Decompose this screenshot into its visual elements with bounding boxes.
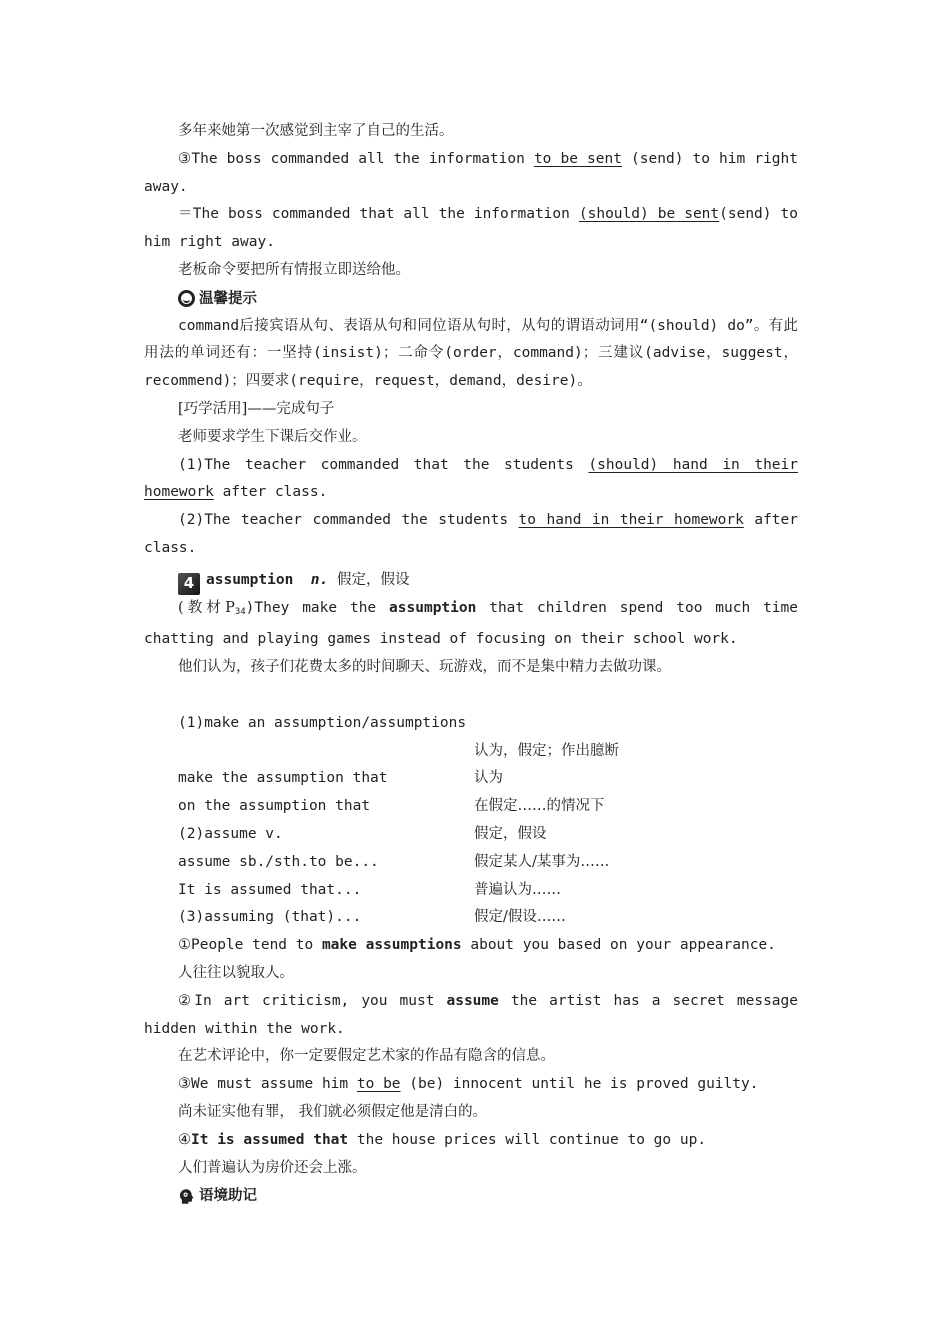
usage-row: 认为，假定；作出臆断 [474,742,619,759]
example-sentence: ③The boss commanded all the information to be sent (send) to him right away. [144,150,798,195]
practice-sentence: (1)The teacher commanded that the students (should) hand in their homework after class. [144,456,798,501]
textbook-translation: 他们认为，孩子们花费太多的时间聊天、玩游戏，而不是集中精力去做功课。 [178,659,671,676]
example-sentence: ②In art criticism, you must assume the artist has a secret message hidden within the work. [144,992,799,1037]
smiley-icon [178,290,195,307]
answer-blank: (should) hand in their homework [144,456,798,501]
translation-line: 人们普遍认为房价还会上涨。 [178,1159,367,1176]
translation-line: 多年来她第一次感觉到主宰了自己的生活。 [178,123,454,139]
textbook-sentence: (教材$P_{34})They$ make the assumption that children spend too much time chatting and playing games instead of focusing on their school work. [144,599,798,648]
usage-row: It is assumed that... 普遍认为…… [178,881,561,898]
answer-blank: to be sent [533,150,622,167]
part-of-speech: n. [310,571,329,588]
usage-row: (3)assuming (that)... 假定/假设…… [178,909,566,926]
context-tip-heading: 语境助记 [178,1182,798,1210]
entry-meaning: 假定，假设 [336,571,410,588]
example-sentence: ＝The boss commanded that all the information (should) be sent(send) to him right away. [144,206,798,251]
translation-line: 在艺术评论中，你一定要假定艺术家的作品有隐含的信息。 [178,1048,555,1065]
usage-row: (2)assume v. 假定，假设 [178,826,547,843]
tip-text: command后接宾语从句、表语从句和同位语从句时，从句的谓语动词用“(should) do”。有此用法的单词还有：一坚持(insist)；二命令(order，command)；三建议(advise，suggest，recommend)；四要求(require，request，demand，desire)。 [144,317,798,390]
practice-heading: [巧学活用]——完成句子 [178,400,335,417]
example-sentence: ④It is assumed that the house prices will continue to go up. [178,1131,707,1148]
example-sentence: ①People tend to make assumptions about you based on your appearance. [178,937,776,954]
entry-number-badge: 4 [178,573,200,595]
document-page [144,118,798,1210]
usage-row: make the assumption that 认为 [178,770,503,787]
example-sentence: ③We must assume him to be (be) innocent until he is proved guilty. [178,1076,759,1093]
practice-sentence: (2)The teacher commanded the students to hand in their homework after class. [144,512,798,556]
tip-heading: 温馨提示 [178,285,798,313]
practice-prompt: 老师要求学生下课后交作业。 [178,428,367,445]
translation-line: 人往往以貌取人。 [178,965,294,981]
entry-word: assumption [206,571,294,588]
usage-row: assume sb./sth.to be... 假定某人/某事为…… [178,853,610,870]
usage-line: (1)make an assumption/assumptions [178,714,467,731]
answer-blank: to hand in their homework [518,512,744,529]
entry-heading [178,567,798,595]
usage-row: on the assumption that 在假定……的情况下 [178,798,605,815]
translation-line: 老板命令要把所有情报立即送给他。 [178,261,410,278]
answer-blank: to be [356,1076,401,1093]
translation-line: 尚未证实他有罪， 我们就必须假定他是清白的。 [178,1103,488,1120]
answer-blank: (should) be sent [578,206,720,223]
head-icon [178,1188,195,1205]
